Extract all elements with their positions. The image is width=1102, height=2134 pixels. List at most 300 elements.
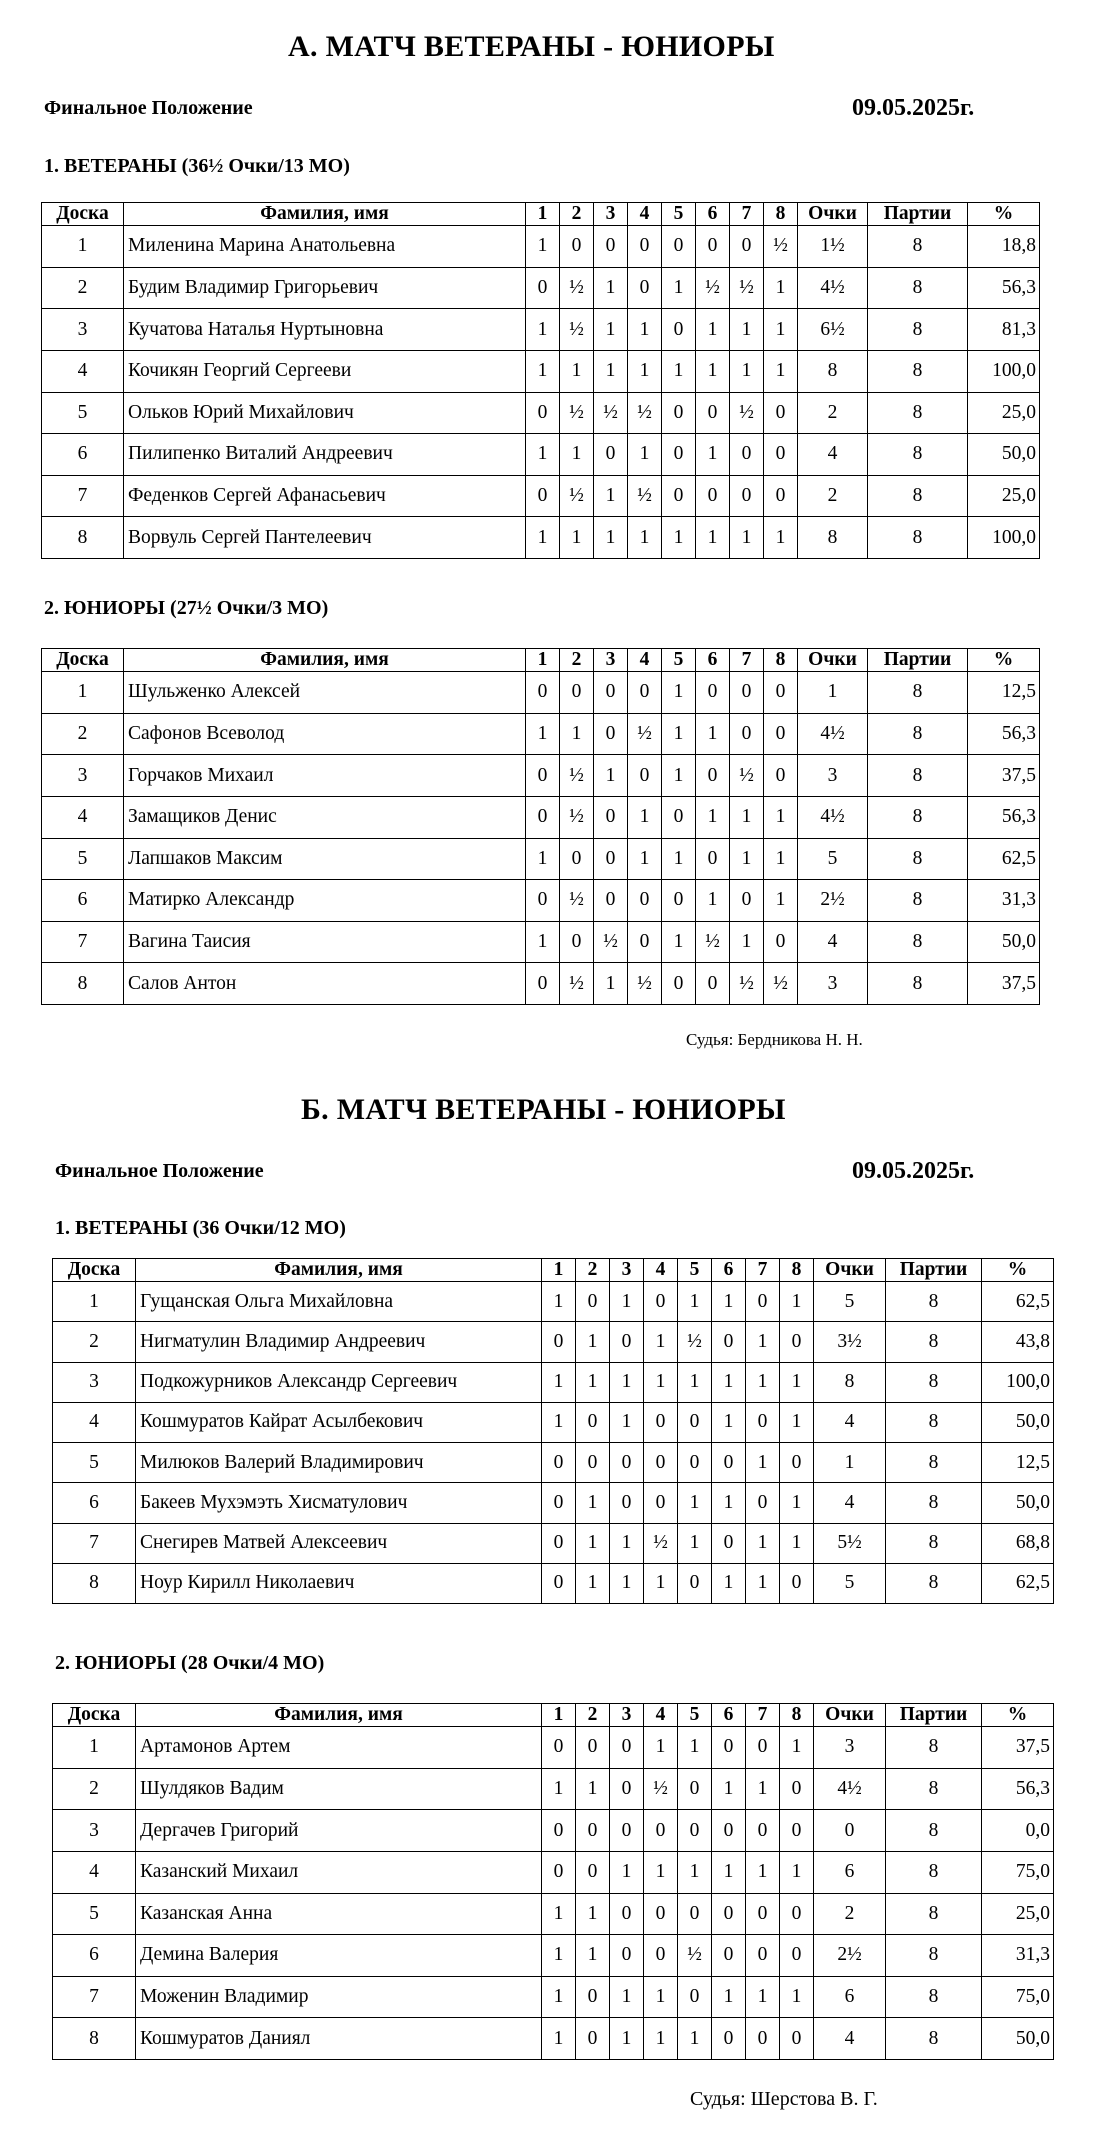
- header-round-7: 7: [746, 1704, 780, 1727]
- cell-pct: 81,3: [968, 309, 1040, 351]
- cell-round-1: 1: [542, 1282, 576, 1322]
- header-round-4: 4: [644, 1704, 678, 1727]
- header-round-8: 8: [764, 649, 798, 672]
- header-points: Очки: [814, 1259, 886, 1282]
- cell-round-7: 0: [730, 475, 764, 517]
- cell-round-2: 0: [560, 838, 594, 880]
- cell-points: 2½: [798, 880, 868, 922]
- match-b-subtitle: Финальное Положение: [55, 1160, 264, 1182]
- header-pct: %: [982, 1704, 1054, 1727]
- cell-round-2: 0: [576, 1443, 610, 1483]
- cell-round-8: 0: [764, 755, 798, 797]
- cell-points: 5: [814, 1282, 886, 1322]
- cell-round-5: ½: [678, 1322, 712, 1362]
- cell-round-8: 1: [764, 517, 798, 559]
- cell-board: 2: [42, 267, 124, 309]
- cell-round-5: 0: [678, 1402, 712, 1442]
- cell-round-4: 0: [644, 1443, 678, 1483]
- cell-round-7: 0: [746, 1727, 780, 1769]
- cell-round-1: 1: [526, 921, 560, 963]
- cell-round-1: 0: [542, 1483, 576, 1523]
- cell-name: Будим Владимир Григорьевич: [124, 267, 526, 309]
- cell-round-5: 0: [678, 1768, 712, 1810]
- cell-round-4: 1: [644, 1362, 678, 1402]
- cell-round-1: 1: [526, 350, 560, 392]
- header-round-8: 8: [780, 1259, 814, 1282]
- cell-points: 4½: [798, 796, 868, 838]
- cell-points: 3½: [814, 1322, 886, 1362]
- cell-round-6: 0: [712, 1322, 746, 1362]
- cell-round-6: 1: [712, 1563, 746, 1603]
- cell-round-8: 1: [780, 1362, 814, 1402]
- cell-round-7: 0: [730, 880, 764, 922]
- cell-name: Дергачев Григорий: [136, 1810, 542, 1852]
- cell-name: Лапшаков Максим: [124, 838, 526, 880]
- cell-points: 2: [798, 475, 868, 517]
- table-row: [42, 921, 1040, 963]
- cell-round-5: 0: [662, 796, 696, 838]
- cell-round-5: 1: [678, 1483, 712, 1523]
- cell-board: 5: [53, 1893, 136, 1935]
- cell-name: Снегирев Матвей Алексеевич: [136, 1523, 542, 1563]
- cell-name: Ольков Юрий Михайлович: [124, 392, 526, 434]
- header-pct: %: [968, 649, 1040, 672]
- cell-round-1: 0: [526, 392, 560, 434]
- cell-games: 8: [886, 1282, 982, 1322]
- header-round-6: 6: [712, 1704, 746, 1727]
- cell-round-5: 0: [662, 434, 696, 476]
- cell-pct: 12,5: [968, 672, 1040, 714]
- match-b-team2-table: [52, 1703, 1054, 2060]
- cell-round-8: 0: [780, 1768, 814, 1810]
- cell-round-5: 0: [678, 1563, 712, 1603]
- cell-round-3: 1: [594, 755, 628, 797]
- cell-name: Демина Валерия: [136, 1935, 542, 1977]
- cell-round-3: 0: [610, 1768, 644, 1810]
- cell-round-4: 0: [644, 1893, 678, 1935]
- table-row: [42, 838, 1040, 880]
- cell-round-7: 1: [730, 350, 764, 392]
- cell-round-5: 0: [662, 309, 696, 351]
- cell-round-3: 1: [610, 1402, 644, 1442]
- cell-points: 5: [798, 838, 868, 880]
- header-round-8: 8: [780, 1704, 814, 1727]
- cell-pct: 37,5: [968, 963, 1040, 1005]
- cell-round-4: 1: [628, 350, 662, 392]
- cell-round-2: 1: [560, 713, 594, 755]
- cell-round-2: 0: [576, 1282, 610, 1322]
- cell-round-7: 1: [746, 1851, 780, 1893]
- cell-round-5: 0: [678, 1810, 712, 1852]
- cell-round-1: 1: [526, 713, 560, 755]
- cell-pct: 18,8: [968, 226, 1040, 268]
- cell-round-3: 0: [594, 713, 628, 755]
- cell-pct: 75,0: [982, 1851, 1054, 1893]
- cell-round-5: 1: [662, 517, 696, 559]
- cell-games: 8: [868, 880, 968, 922]
- table-row: [42, 434, 1040, 476]
- cell-games: 8: [886, 1768, 982, 1810]
- cell-board: 8: [42, 963, 124, 1005]
- cell-name: Вагина Таисия: [124, 921, 526, 963]
- cell-round-2: 0: [560, 672, 594, 714]
- cell-round-7: 1: [730, 838, 764, 880]
- cell-round-6: 1: [712, 1976, 746, 2018]
- cell-round-8: ½: [764, 963, 798, 1005]
- header-round-3: 3: [594, 649, 628, 672]
- cell-board: 3: [42, 755, 124, 797]
- table-row: [53, 2018, 1054, 2060]
- cell-round-7: 1: [730, 796, 764, 838]
- cell-board: 2: [53, 1768, 136, 1810]
- cell-board: 7: [53, 1976, 136, 2018]
- cell-games: 8: [868, 921, 968, 963]
- cell-round-5: 0: [678, 1976, 712, 2018]
- cell-pct: 37,5: [982, 1727, 1054, 1769]
- cell-board: 5: [42, 838, 124, 880]
- header-board: Доска: [42, 649, 124, 672]
- cell-round-7: 0: [746, 1483, 780, 1523]
- cell-round-5: 1: [662, 713, 696, 755]
- cell-round-1: 1: [542, 1935, 576, 1977]
- header-round-5: 5: [662, 649, 696, 672]
- match-b-date: 09.05.2025г.: [852, 1158, 975, 1184]
- header-round-4: 4: [628, 649, 662, 672]
- cell-round-7: 1: [746, 1362, 780, 1402]
- cell-points: 6: [814, 1976, 886, 2018]
- cell-round-4: 1: [644, 1563, 678, 1603]
- cell-games: 8: [886, 1483, 982, 1523]
- table-row: [42, 755, 1040, 797]
- cell-round-4: 1: [644, 1727, 678, 1769]
- cell-round-7: 0: [730, 672, 764, 714]
- cell-round-2: ½: [560, 963, 594, 1005]
- cell-round-5: 1: [662, 838, 696, 880]
- header-name: Фамилия, имя: [136, 1704, 542, 1727]
- cell-name: Пилипенко Виталий Андреевич: [124, 434, 526, 476]
- cell-games: 8: [868, 838, 968, 880]
- cell-round-8: 1: [764, 350, 798, 392]
- cell-games: 8: [886, 1523, 982, 1563]
- cell-name: Нигматулин Владимир Андреевич: [136, 1322, 542, 1362]
- cell-round-2: ½: [560, 309, 594, 351]
- cell-round-6: 1: [712, 1282, 746, 1322]
- cell-points: 8: [814, 1362, 886, 1402]
- cell-name: Кошмуратов Кайрат Асылбекович: [136, 1402, 542, 1442]
- cell-round-1: 1: [526, 309, 560, 351]
- cell-round-3: 0: [610, 1893, 644, 1935]
- cell-round-6: ½: [696, 921, 730, 963]
- header-round-6: 6: [712, 1259, 746, 1282]
- cell-round-2: ½: [560, 475, 594, 517]
- cell-round-5: 0: [662, 475, 696, 517]
- header-round-2: 2: [560, 649, 594, 672]
- cell-round-6: 0: [696, 475, 730, 517]
- cell-round-5: 0: [662, 392, 696, 434]
- table-row: [53, 1563, 1054, 1603]
- cell-round-6: 0: [696, 672, 730, 714]
- cell-round-6: 0: [712, 1893, 746, 1935]
- cell-round-6: 0: [712, 1523, 746, 1563]
- cell-games: 8: [868, 267, 968, 309]
- cell-round-1: 1: [542, 1768, 576, 1810]
- cell-points: 2: [814, 1893, 886, 1935]
- cell-round-5: 1: [662, 672, 696, 714]
- cell-round-1: 1: [542, 1976, 576, 2018]
- cell-name: Матирко Александр: [124, 880, 526, 922]
- cell-round-4: ½: [628, 963, 662, 1005]
- cell-pct: 56,3: [968, 713, 1040, 755]
- cell-points: 4: [798, 434, 868, 476]
- cell-name: Горчаков Михаил: [124, 755, 526, 797]
- cell-round-3: 0: [610, 1443, 644, 1483]
- cell-round-1: 0: [542, 1523, 576, 1563]
- cell-round-7: 0: [730, 713, 764, 755]
- cell-points: 4: [798, 921, 868, 963]
- table-row: [42, 672, 1040, 714]
- cell-round-2: 1: [576, 1483, 610, 1523]
- cell-round-5: 0: [662, 226, 696, 268]
- cell-round-6: 1: [696, 796, 730, 838]
- table-row: [42, 392, 1040, 434]
- cell-round-6: 0: [696, 963, 730, 1005]
- cell-round-8: 0: [780, 1563, 814, 1603]
- cell-round-1: 1: [542, 2018, 576, 2060]
- cell-board: 1: [53, 1727, 136, 1769]
- header-points: Очки: [798, 203, 868, 226]
- cell-points: 8: [798, 350, 868, 392]
- cell-pct: 12,5: [982, 1443, 1054, 1483]
- cell-board: 8: [53, 1563, 136, 1603]
- cell-board: 3: [53, 1810, 136, 1852]
- cell-round-4: 1: [644, 1322, 678, 1362]
- cell-name: Шульженко Алексей: [124, 672, 526, 714]
- cell-board: 6: [53, 1483, 136, 1523]
- header-name: Фамилия, имя: [124, 649, 526, 672]
- cell-pct: 68,8: [982, 1523, 1054, 1563]
- cell-games: 8: [886, 1935, 982, 1977]
- table-row: [53, 1810, 1054, 1852]
- cell-round-4: ½: [644, 1523, 678, 1563]
- cell-points: 4½: [798, 267, 868, 309]
- cell-round-5: 1: [678, 1523, 712, 1563]
- cell-pct: 100,0: [982, 1362, 1054, 1402]
- cell-round-4: 1: [628, 309, 662, 351]
- cell-round-7: 1: [730, 517, 764, 559]
- cell-board: 7: [53, 1523, 136, 1563]
- header-round-7: 7: [746, 1259, 780, 1282]
- cell-games: 8: [886, 1443, 982, 1483]
- cell-round-2: ½: [560, 755, 594, 797]
- cell-round-2: 1: [560, 350, 594, 392]
- cell-round-5: 1: [662, 755, 696, 797]
- cell-round-6: 0: [696, 755, 730, 797]
- cell-name: Кошмуратов Даниял: [136, 2018, 542, 2060]
- cell-round-5: 0: [678, 1443, 712, 1483]
- cell-round-4: 0: [628, 672, 662, 714]
- cell-round-5: 1: [662, 267, 696, 309]
- cell-round-8: 0: [764, 672, 798, 714]
- cell-points: 0: [814, 1810, 886, 1852]
- cell-points: 4½: [798, 713, 868, 755]
- cell-round-1: 0: [526, 267, 560, 309]
- cell-name: Милюков Валерий Владимирович: [136, 1443, 542, 1483]
- cell-games: 8: [868, 392, 968, 434]
- cell-round-6: 0: [712, 1935, 746, 1977]
- table-row: [53, 1443, 1054, 1483]
- cell-round-1: 1: [526, 517, 560, 559]
- header-round-3: 3: [610, 1704, 644, 1727]
- cell-round-5: 1: [662, 921, 696, 963]
- cell-round-4: 1: [628, 796, 662, 838]
- cell-board: 2: [53, 1322, 136, 1362]
- cell-name: Гущанская Ольга Михайловна: [136, 1282, 542, 1322]
- cell-round-8: 0: [780, 1810, 814, 1852]
- cell-board: 1: [42, 672, 124, 714]
- cell-games: 8: [886, 1727, 982, 1769]
- table-row: [53, 1727, 1054, 1769]
- table-row: [42, 475, 1040, 517]
- cell-points: 8: [798, 517, 868, 559]
- match-a-team1-heading: 1. ВЕТЕРАНЫ (36½ Очки/13 МО): [44, 155, 350, 177]
- table-row: [53, 1768, 1054, 1810]
- cell-board: 4: [53, 1851, 136, 1893]
- cell-pct: 50,0: [982, 1483, 1054, 1523]
- cell-round-7: 1: [746, 1768, 780, 1810]
- header-round-7: 7: [730, 649, 764, 672]
- cell-round-3: ½: [594, 921, 628, 963]
- cell-board: 1: [53, 1282, 136, 1322]
- cell-round-4: ½: [628, 713, 662, 755]
- cell-board: 4: [53, 1402, 136, 1442]
- table-row: [53, 1322, 1054, 1362]
- cell-round-4: 0: [628, 267, 662, 309]
- cell-round-7: ½: [730, 755, 764, 797]
- cell-round-2: 1: [576, 1322, 610, 1362]
- cell-round-1: 0: [526, 880, 560, 922]
- cell-round-1: 0: [526, 475, 560, 517]
- cell-name: Бакеев Мухэмэть Хисматулович: [136, 1483, 542, 1523]
- cell-round-8: 1: [764, 267, 798, 309]
- cell-games: 8: [886, 1362, 982, 1402]
- cell-round-2: 1: [576, 1523, 610, 1563]
- cell-round-4: 1: [644, 1976, 678, 2018]
- cell-round-4: 1: [644, 1851, 678, 1893]
- header-board: Доска: [42, 203, 124, 226]
- cell-round-4: 0: [628, 755, 662, 797]
- cell-round-5: 1: [678, 1362, 712, 1402]
- cell-name: Ноур Кирилл Николаевич: [136, 1563, 542, 1603]
- cell-round-6: 1: [712, 1402, 746, 1442]
- cell-points: 2½: [814, 1935, 886, 1977]
- cell-pct: 43,8: [982, 1322, 1054, 1362]
- cell-board: 8: [53, 2018, 136, 2060]
- cell-round-6: 0: [712, 1810, 746, 1852]
- cell-round-2: 1: [560, 517, 594, 559]
- header-pct: %: [982, 1259, 1054, 1282]
- cell-round-4: 1: [628, 517, 662, 559]
- header-board: Доска: [53, 1259, 136, 1282]
- cell-name: Подкожурников Александр Сергеевич: [136, 1362, 542, 1402]
- cell-round-6: 0: [696, 226, 730, 268]
- cell-round-1: 1: [526, 226, 560, 268]
- cell-round-3: 1: [594, 475, 628, 517]
- cell-round-5: 1: [678, 1282, 712, 1322]
- cell-round-1: 0: [542, 1727, 576, 1769]
- table-row: [42, 309, 1040, 351]
- cell-round-4: 0: [644, 1935, 678, 1977]
- cell-round-3: 0: [610, 1322, 644, 1362]
- cell-round-1: 0: [542, 1851, 576, 1893]
- cell-round-8: 0: [780, 1443, 814, 1483]
- cell-games: 8: [886, 1851, 982, 1893]
- table-row: [42, 963, 1040, 1005]
- cell-points: 6: [814, 1851, 886, 1893]
- header-round-3: 3: [610, 1259, 644, 1282]
- table-row: [42, 880, 1040, 922]
- cell-round-7: 1: [730, 921, 764, 963]
- cell-round-5: 0: [662, 963, 696, 1005]
- cell-round-3: ½: [594, 392, 628, 434]
- cell-name: Миленина Марина Анатольевна: [124, 226, 526, 268]
- cell-pct: 100,0: [968, 517, 1040, 559]
- cell-round-2: 1: [576, 1362, 610, 1402]
- cell-points: 4: [814, 1402, 886, 1442]
- cell-round-6: 1: [696, 309, 730, 351]
- cell-games: 8: [886, 1322, 982, 1362]
- cell-round-2: 1: [576, 1768, 610, 1810]
- cell-games: 8: [868, 517, 968, 559]
- cell-round-3: 0: [610, 1727, 644, 1769]
- cell-pct: 31,3: [968, 880, 1040, 922]
- cell-round-8: 1: [780, 1727, 814, 1769]
- table-header-row: [42, 203, 1040, 226]
- table-row: [53, 1976, 1054, 2018]
- cell-round-2: 0: [576, 2018, 610, 2060]
- cell-round-3: 1: [610, 1851, 644, 1893]
- cell-round-2: 0: [576, 1727, 610, 1769]
- cell-round-1: 0: [526, 672, 560, 714]
- cell-games: 8: [868, 755, 968, 797]
- cell-round-4: 1: [628, 838, 662, 880]
- cell-pct: 37,5: [968, 755, 1040, 797]
- cell-round-5: 0: [678, 1893, 712, 1935]
- cell-round-3: 0: [610, 1483, 644, 1523]
- cell-round-2: ½: [560, 267, 594, 309]
- cell-round-7: 0: [746, 2018, 780, 2060]
- cell-games: 8: [886, 2018, 982, 2060]
- match-a-judge: Судья: Бердникова Н. Н.: [686, 1030, 863, 1049]
- cell-board: 3: [42, 309, 124, 351]
- cell-round-8: 1: [780, 1851, 814, 1893]
- header-round-4: 4: [628, 203, 662, 226]
- match-b-judge: Судья: Шерстова В. Г.: [690, 2088, 878, 2110]
- cell-games: 8: [868, 672, 968, 714]
- cell-round-1: 1: [526, 838, 560, 880]
- cell-round-3: 0: [594, 796, 628, 838]
- cell-round-7: 0: [746, 1282, 780, 1322]
- cell-round-8: 1: [780, 1402, 814, 1442]
- header-round-2: 2: [560, 203, 594, 226]
- cell-round-7: 0: [746, 1893, 780, 1935]
- cell-name: Ворвуль Сергей Пантелеевич: [124, 517, 526, 559]
- cell-round-2: ½: [560, 880, 594, 922]
- cell-name: Кучатова Наталья Нуртыновна: [124, 309, 526, 351]
- cell-round-3: 0: [610, 1935, 644, 1977]
- cell-name: Феденков Сергей Афанасьевич: [124, 475, 526, 517]
- table-row: [53, 1935, 1054, 1977]
- cell-board: 3: [53, 1362, 136, 1402]
